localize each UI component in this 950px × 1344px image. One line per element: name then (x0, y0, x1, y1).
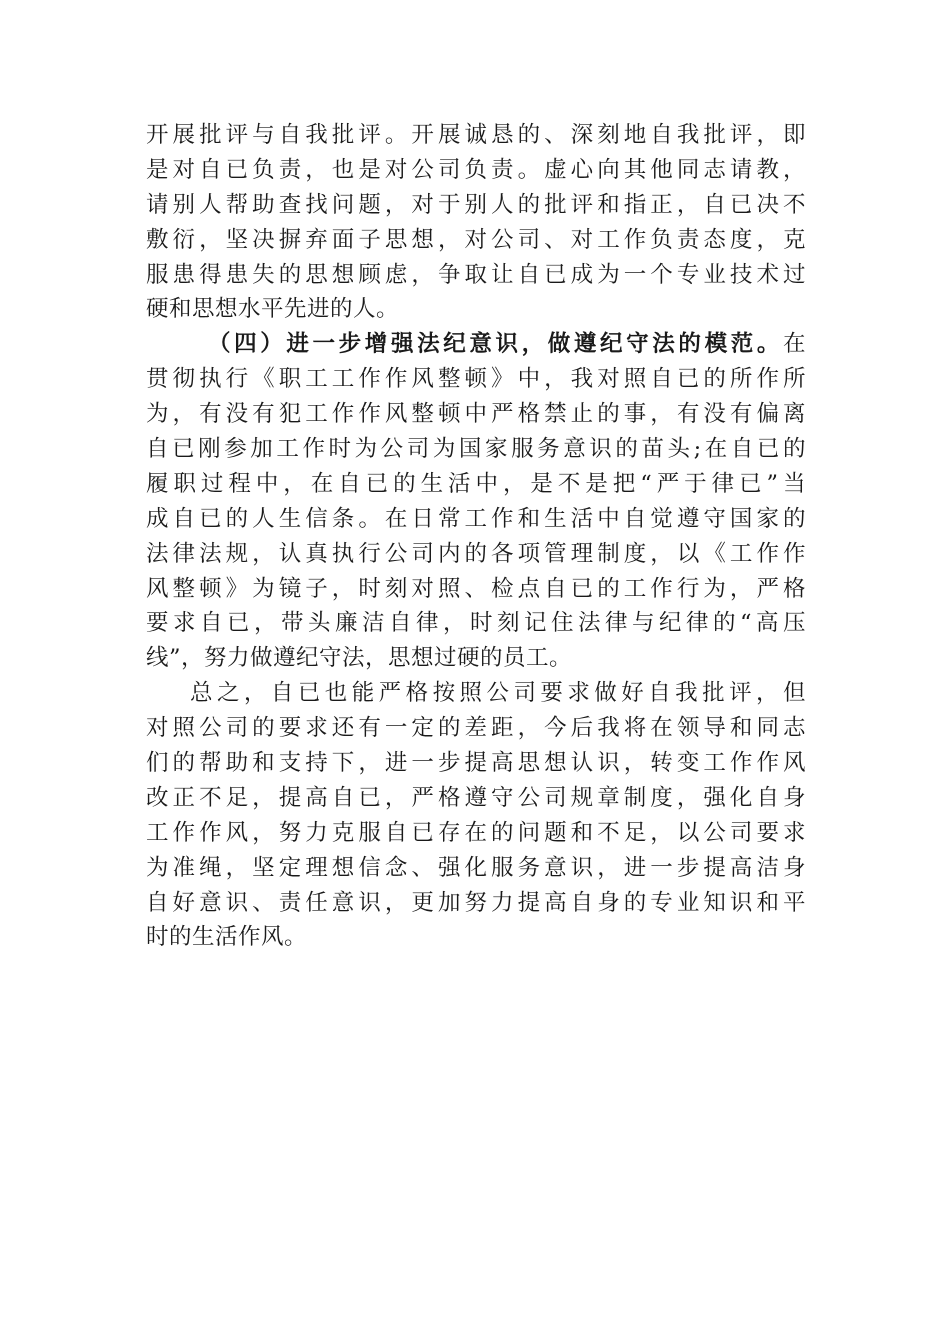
text-line: 们的帮助和支持下，进一步提高思想认识，转变工作作风 (146, 750, 806, 777)
text-line: 贯彻执行《职工工作作风整顿》中，我对照自已的所作所 (146, 366, 806, 393)
text-line: 履职过程中，在自已的生活中，是不是把“严于律已”当 (146, 470, 806, 497)
text-line: 敷衍，坚决摒弃面子思想，对公司、对工作负责态度，克 (146, 226, 806, 253)
text-line: 服患得患失的思想顾虑，争取让自已成为一个专业技术过 (146, 261, 806, 288)
section-heading-line (146, 327, 806, 362)
text-line: 为，有没有犯工作作风整顿中严格禁止的事，有没有偏离 (146, 401, 806, 428)
text-line: 风整顿》为镜子，时刻对照、检点自已的工作行为，严格 (146, 575, 806, 602)
text-line: 工作作风，努力克服自已存在的问题和不足，以公司要求 (146, 819, 806, 846)
paragraph-self-criticism (146, 118, 806, 327)
heading-line-tail: 在 (782, 331, 806, 358)
paragraph-conclusion (146, 676, 806, 955)
text-line: 法律法规，认真执行公司内的各项管理制度，以《工作作 (146, 540, 806, 567)
text-line: 为准绳，坚定理想信念、强化服务意识，进一步提高洁身 (146, 854, 806, 881)
text-line: 成自已的人生信条。在日常工作和生活中自觉遵守国家的 (146, 505, 806, 532)
text-line: 是对自已负责，也是对公司负责。虚心向其他同志请教， (146, 156, 806, 183)
text-line: 改正不足，提高自已，严格遵守公司规章制度，强化自身 (146, 784, 806, 811)
text-line: 自已刚参加工作时为公司为国家服务意识的苗头;在自已的 (146, 436, 806, 463)
text-line: 硬和思想水平先进的人。 (146, 296, 400, 323)
text-line: 线”，努力做遵纪守法，思想过硬的员工。 (146, 645, 573, 672)
text-line: 开展批评与自我批评。开展诚恳的、深刻地自我批评，即 (146, 122, 806, 148)
text-line: 自好意识、责任意识，更加努力提高自身的专业知识和平 (146, 889, 806, 916)
text-line: 请别人帮助查找问题，对于别人的批评和指正，自已决不 (146, 191, 806, 218)
section-heading: （四）进一步增强法纪意识，做遵纪守法的模范。 (208, 331, 783, 358)
text-line: 总之，自已也能严格按照公司要求做好自我批评，但 (190, 680, 806, 707)
text-line: 要求自已，带头廉洁自律，时刻记住法律与纪律的“高压 (146, 610, 806, 637)
document-page (146, 118, 806, 955)
paragraph-legal-awareness (146, 327, 806, 676)
text-line: 对照公司的要求还有一定的差距，今后我将在领导和同志 (146, 715, 806, 742)
text-line: 时的生活作风。 (146, 924, 308, 951)
